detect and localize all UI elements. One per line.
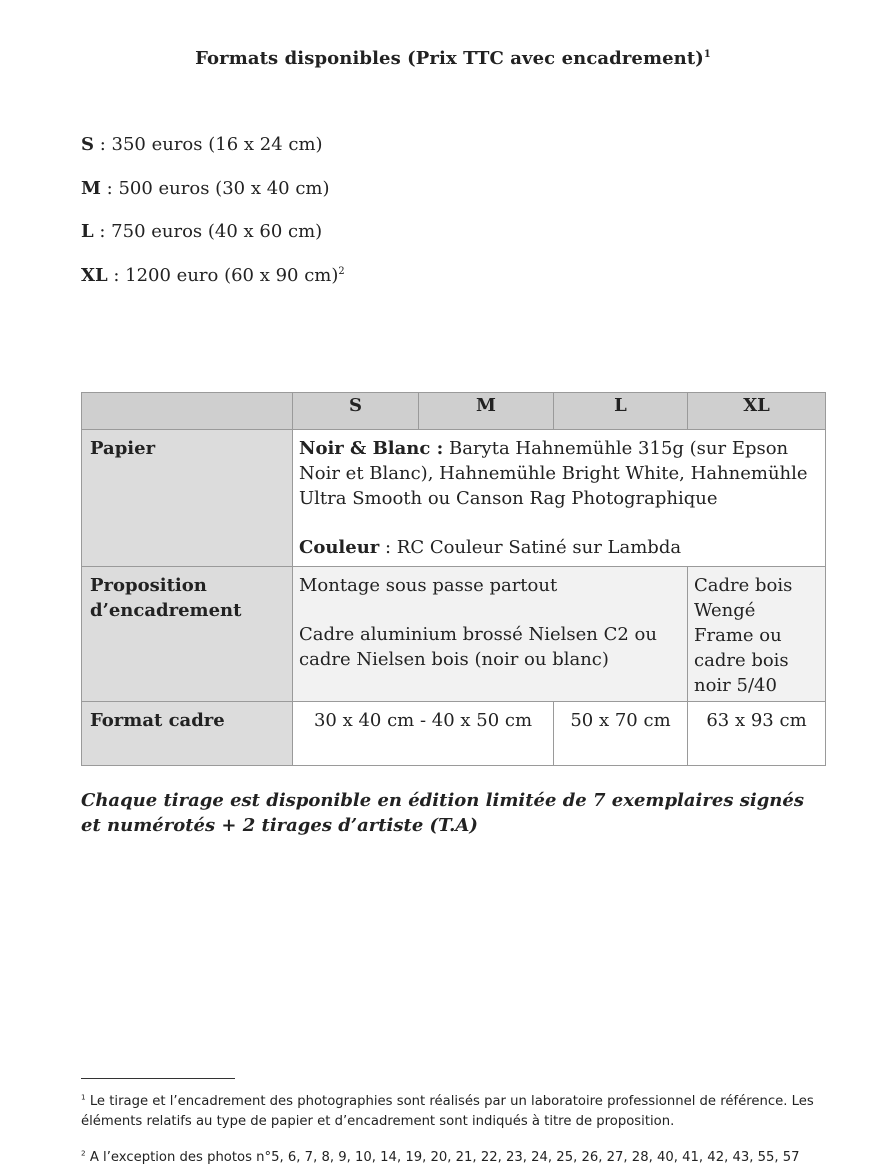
paper-bw [299, 436, 819, 511]
format-desc: : 350 euros (16 x 24 cm) [94, 134, 323, 155]
paper-cell [293, 430, 826, 567]
format-item-s [81, 133, 345, 177]
table-row-frame-format [82, 702, 826, 766]
footnote-text: A l’exception des photos n°5, 6, 7, 8, 9, 10, 14, 19, 20, 21, 22, 23, 24, 25, 26, 27, 28, 40, 41, 42, 43, 55, 57 [85, 1150, 800, 1165]
paper-color-text: : RC Couleur Satiné sur Lambda [379, 537, 682, 558]
format-item-m [81, 177, 345, 221]
header-m: M [419, 393, 554, 430]
edition-note: Chaque tirage est disponible en édition limitée de 7 exemplaires signés et numérotés + 2 tirages d’artiste (T.A) [81, 790, 804, 836]
framing-main-cell [293, 567, 688, 702]
table-header-row [82, 393, 826, 430]
frame-format-l-text: 50 x 70 cm [570, 710, 671, 731]
frame-format-xl [688, 702, 826, 766]
paper-bw-text: Baryta Hahnemühle 315g (sur Epson Noir et Blanc), Hahnemühle Bright White, Hahnemühle Ultra Smooth ou Canson Rag Photographique [299, 438, 808, 509]
table-row-framing [82, 567, 826, 702]
header-xl: XL [688, 393, 826, 430]
footnote-mark: 1 [81, 1092, 86, 1102]
page-title [0, 48, 882, 69]
format-item-xl [81, 264, 345, 308]
format-size: XL [81, 264, 108, 286]
page-title-text: Formats disponibles (Prix TTC avec encadrement) [195, 48, 704, 69]
header-empty-cell [82, 393, 293, 430]
footnote-mark: 2 [338, 265, 345, 277]
frame-format-sm-text: 30 x 40 cm - 40 x 50 cm [313, 710, 533, 731]
footnote-mark: 1 [703, 49, 711, 60]
footnote-divider [81, 1078, 235, 1079]
paper-bw-label: Noir & Blanc : [299, 438, 444, 459]
paper-color [299, 535, 819, 560]
specifications-table [81, 392, 826, 766]
row-label-framing: Proposition d’encadrement [82, 567, 293, 702]
format-desc: : 500 euros (30 x 40 cm) [100, 177, 330, 199]
footnote-1 [81, 1092, 841, 1132]
formats-list [81, 133, 345, 307]
header-l: L [554, 393, 688, 430]
framing-option-1: Montage sous passe partout [299, 575, 558, 596]
framing-option-2: Cadre aluminium brossé Nielsen C2 ou cadre Nielsen bois (noir ou blanc) [299, 624, 657, 670]
format-desc: : 750 euros (40 x 60 cm) [93, 221, 323, 242]
format-size: M [81, 177, 101, 199]
framing-xl-cell [688, 567, 826, 702]
format-desc: : 1200 euro (60 x 90 cm) [107, 264, 339, 286]
framing-xl-text: Cadre bois Wengé Frame ou cadre bois noir 5/40 [694, 575, 793, 696]
row-label-frame-format: Format cadre [82, 702, 293, 766]
frame-format-sm [293, 702, 554, 766]
footnote-mark: 2 [81, 1148, 86, 1158]
row-label-paper: Papier [82, 430, 293, 567]
table-row-paper [82, 430, 826, 567]
format-item-l [81, 220, 345, 264]
footnote-2 [81, 1148, 841, 1168]
format-size: S [81, 134, 94, 155]
header-s: S [293, 393, 419, 430]
paper-color-label: Couleur [299, 537, 380, 558]
format-size: L [81, 221, 94, 242]
footnote-text: Le tirage et l’encadrement des photographies sont réalisés par un laboratoire professionnel de référence. Les éléments relatifs au type de papier et d’encadrement sont indiqués à titre de proposition. [81, 1094, 814, 1129]
frame-format-xl-text: 63 x 93 cm [706, 710, 807, 731]
frame-format-l [554, 702, 688, 766]
